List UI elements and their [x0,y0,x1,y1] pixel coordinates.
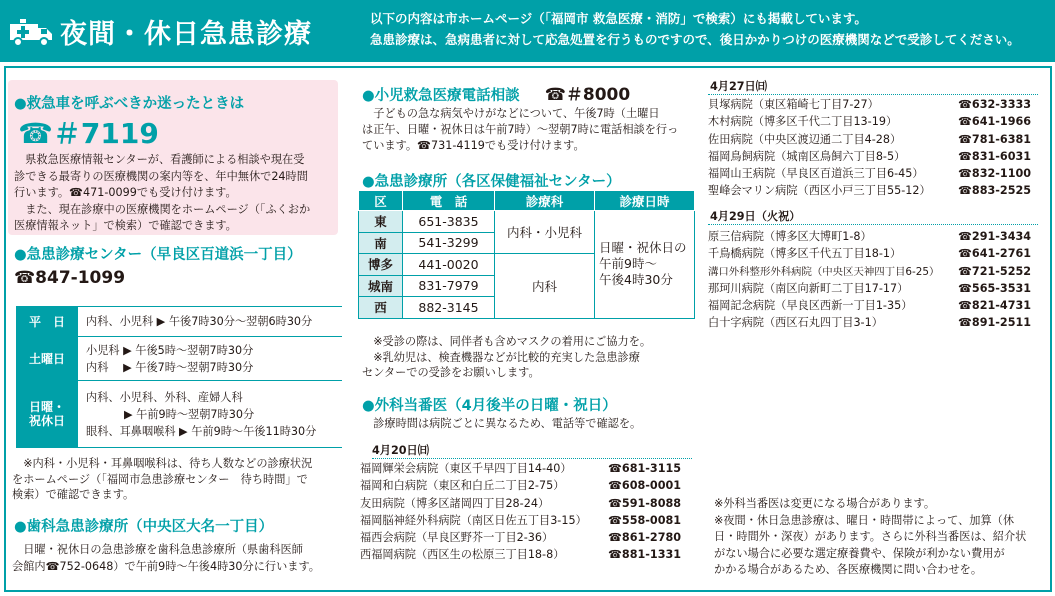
list-item [708,314,1044,331]
hospital-tel: ☎891-2511 [958,316,1032,330]
surgery-date-2: 4月27日㈰ [710,80,767,93]
ambulance-phone: ☎＃7119 [18,117,159,150]
ward-dept: 内科・小児科 [495,211,595,254]
hospital-tel: ☎681-3115 [608,462,682,475]
list-item [708,96,1044,113]
hospital-tel: ☎821-4731 [958,299,1032,313]
label-line: 日曜・ [28,400,65,414]
text-line: 内科、小児科、外科、産婦人科 [86,391,243,404]
list-item [708,297,1044,314]
header-banner [0,0,1055,62]
ward-phone: 831-7979 [403,275,495,297]
text-line: 検索）で確認できます。 [12,488,135,501]
hospital-tel: ☎832-1100 [958,167,1032,181]
text-line: ※受診の際は、同伴者も含めマスクの着用にご協力を。 [362,335,652,348]
divider [372,458,692,459]
ambulance-icon [8,14,54,48]
text-line: 会館内☎752-0648）で午前9時～午後4時30分に行います。 [12,559,320,573]
hospital-name: 西福岡病院（西区生の松原三丁目18-8） [360,548,565,562]
text-line: センターでの受診をお願いします。 [362,366,540,379]
list-item [360,477,696,494]
divider [708,94,1038,95]
ward-phone: 541-3299 [403,232,495,254]
text-line: ※乳幼児は、検査機器などが比較的充実した急患診療 [362,350,640,364]
column-left [8,72,344,588]
text-line: ています。☎731-4119でも受け付けます。 [362,139,585,152]
text-line: ※夜間・休日急患診療は、曜日・時間帯によって、加算（休 [714,513,1015,527]
ward-name: 博多 [359,254,403,276]
header-note-2: 急患診療は、急病患者に対して応急処置を行うものですので、後日かかりつけの医療機関などで受診してください。 [370,32,1020,47]
ward-phone: 651-3835 [403,211,495,233]
schedule-row-saturday [16,336,342,380]
list-item [708,113,1044,130]
ward-phone: 882-3145 [403,297,495,319]
hospital-tel: ☎883-2525 [958,184,1032,198]
ward-clinics-heading: ●急患診療所（各区保健福祉センター） [362,174,621,190]
list-item [360,460,696,477]
list-item [360,546,696,563]
ambulance-paragraph [14,152,310,235]
col-phone: 電 話 [403,191,495,211]
surgery-footnotes [714,496,1026,579]
hospital-name: 福岡記念病院（早良区西新一丁目1-35） [708,299,913,313]
hospital-tel: ☎831-6031 [958,149,1032,163]
list-item [360,512,696,529]
hospital-tel: ☎632-3333 [958,98,1032,111]
text-line: 日曜・祝休日の [599,240,687,256]
list-item [708,245,1044,262]
col-ward: 区 [359,191,403,211]
text-line: また、現在診療中の医療機関をホームページ（「ふくおか [14,202,311,216]
hospital-name: 友田病院（博多区諸岡四丁目28-24） [360,496,550,510]
hospital-name: 福岡和白病院（東区和白丘二丁目2-75） [360,479,565,493]
page-title: 夜間・休日急患診療 [60,19,312,50]
hospital-name: 原三信病院（博多区大博町1-8） [708,230,872,243]
hospital-tel: ☎861-2780 [608,531,682,545]
center-heading: ●急患診療センター（早良区百道浜一丁目） [14,247,302,263]
surgery-date-3: 4月29日（火祝） [710,210,801,223]
hospital-name: 貝塚病院（東区箱崎七丁目7-27） [708,98,879,111]
label-line: 祝休日 [28,414,65,428]
text-line: ※内科・小児科・耳鼻咽喉科は、待ち人数などの診療状況 [12,457,313,470]
saturday-label: 土曜日 [16,337,78,380]
column-right [704,72,1048,588]
col-hours: 診療日時 [595,191,695,211]
hospital-tel: ☎721-5252 [958,264,1032,278]
hospital-name: 溝口外科整形外科病院（中央区天神四丁目6-25） [708,265,940,278]
surgery-date-1: 4月20日㈰ [372,444,429,457]
hospital-name: 福岡鳥飼病院（城南区鳥飼六丁目8-5） [708,149,906,163]
pediatric-heading-text: ●小児救急医療電話相談 [362,88,520,104]
text-line: がない場合に必要な選定療養費や、保険が利かない費用が [714,546,1005,560]
text-line: 日曜・祝休日の急患診療を歯科急患診療所（県歯科医師 [12,543,303,556]
ambulance-heading: ●救急車を呼ぶべきか迷ったときは [14,96,245,112]
list-item [708,165,1044,182]
hospital-tel: ☎781-6381 [958,132,1032,146]
list-item [708,263,1044,280]
col-dept: 診療科 [495,191,595,211]
hospital-tel: ☎641-2761 [958,247,1032,261]
table-row [359,211,695,233]
ward-clinic-table [358,190,695,319]
hospital-name: 白十字病院（西区石丸四丁目3-1） [708,316,883,330]
text-line: 子どもの急な病気やけがなどについて、午後7時（土曜日 [362,107,660,120]
hospital-tel: ☎881-1331 [608,548,682,562]
hospital-name: 木村病院（博多区千代二丁目13-19） [708,115,898,129]
ward-name: 城南 [359,275,403,297]
surgery-heading: ●外科当番医（4月後半の日曜・祝日） [362,398,617,414]
list-item [708,148,1044,165]
ward-phone: 441-0020 [403,254,495,276]
text-line: 小児科 ▶ 午後5時～翌朝7時30分 [86,344,254,357]
text-line: 日・時間外・深夜）があります。さらに外科当番医は、紹介状 [714,530,1027,543]
center-note [12,456,312,503]
hospital-name: 福岡山王病院（早良区百道浜三丁目6-45） [708,167,924,181]
dental-heading: ●歯科急患診療所（中央区大名一丁目） [14,519,274,535]
saturday-text [86,342,253,376]
surgery-note: 診療時間は病院ごとに異なるため、電話等で確認を。 [362,417,642,430]
hospital-name: 福西会病院（早良区野芥一丁目2-36） [360,531,554,545]
text-line: 眼科、耳鼻咽喉科 ▶ 午前9時～午後11時30分 [86,425,317,438]
text-line: かかる場合があるため、各医療機関に問い合わせを。 [714,563,983,576]
hospital-tel: ☎608-0001 [608,479,682,493]
text-line: ▶ 午前9時～翌朝7時30分 [124,408,255,421]
schedule-row-holiday [16,380,342,448]
surgery-list-1 [360,460,696,564]
header-notes [370,8,1020,50]
text-line: 午後4時30分 [599,272,673,288]
ward-dept: 内科 [495,254,595,319]
holiday-text [86,389,316,440]
pediatric-phone: ☎＃8000 [544,85,631,105]
ward-name: 西 [359,297,403,319]
text-line: をホームページ（「福岡市急患診療センター 待ち時間」で [12,472,308,486]
hospital-name: 福岡脳神経外科病院（南区日佐五丁目3-15） [360,513,587,527]
header-note-1: 以下の内容は市ホームページ（「福岡市 救急医療・消防」で検索）にも掲載しています。 [370,11,867,26]
weekday-label: 平 日 [16,307,78,336]
text-line: 診できる最寄りの医療機関の案内等を、年中無休で24時間 [14,169,308,183]
pediatric-paragraph [362,106,678,154]
hospital-tel: ☎641-1966 [958,115,1032,129]
hospital-tel: ☎565-3531 [958,281,1032,295]
list-item [360,529,696,546]
hospital-name: 聖峰会マリン病院（西区小戸三丁目55-12） [708,184,931,198]
schedule-row-weekday [16,306,342,336]
ward-name: 東 [359,211,403,233]
hospital-name: 千鳥橋病院（博多区千代五丁目18-1） [708,247,902,261]
text-line: 内科 ▶ 午後7時～翌朝7時30分 [86,361,254,374]
text-line: 医療情報ネット」で検索）で確認できます。 [14,219,237,232]
weekday-text: 内科、小児科 ▶ 午後7時30分～翌朝6時30分 [86,315,313,328]
hospital-name: 那珂川病院（南区向新町二丁目17-17） [708,281,909,295]
table-header [359,191,695,211]
text-line: 午前9時～ [599,256,657,272]
ward-clinics-notes [362,334,651,381]
text-line: 行います。☎471-0099でも受け付けます。 [14,186,237,199]
divider [708,224,1038,225]
hospital-tel: ☎291-3434 [958,230,1032,243]
holiday-label [16,381,78,447]
text-line: は正午、日曜・祝休日は午前7時）～翌朝7時に電話相談を行っ [362,123,679,136]
list-item [708,131,1044,148]
hospital-name: 福岡輝栄会病院（東区千早四丁目14-40） [360,462,572,475]
dental-paragraph [12,542,320,575]
surgery-list-3 [708,228,1044,332]
column-middle [358,72,698,588]
text-line: ※外科当番医は変更になる場合があります。 [714,497,936,510]
ward-hours [595,211,695,319]
list-item [708,228,1044,245]
hospital-tel: ☎558-0081 [608,513,682,527]
hospital-name: 佐田病院（中央区渡辺通二丁目4-28） [708,132,902,146]
list-item [708,280,1044,297]
center-phone: ☎847-1099 [14,268,126,288]
list-item [708,182,1044,199]
list-item [360,495,696,512]
surgery-list-2 [708,96,1044,200]
ward-name: 南 [359,232,403,254]
pediatric-heading [362,80,630,105]
hospital-tel: ☎591-8088 [608,496,682,510]
text-line: 県救急医療情報センターが、看護師による相談や現在受 [14,153,305,166]
